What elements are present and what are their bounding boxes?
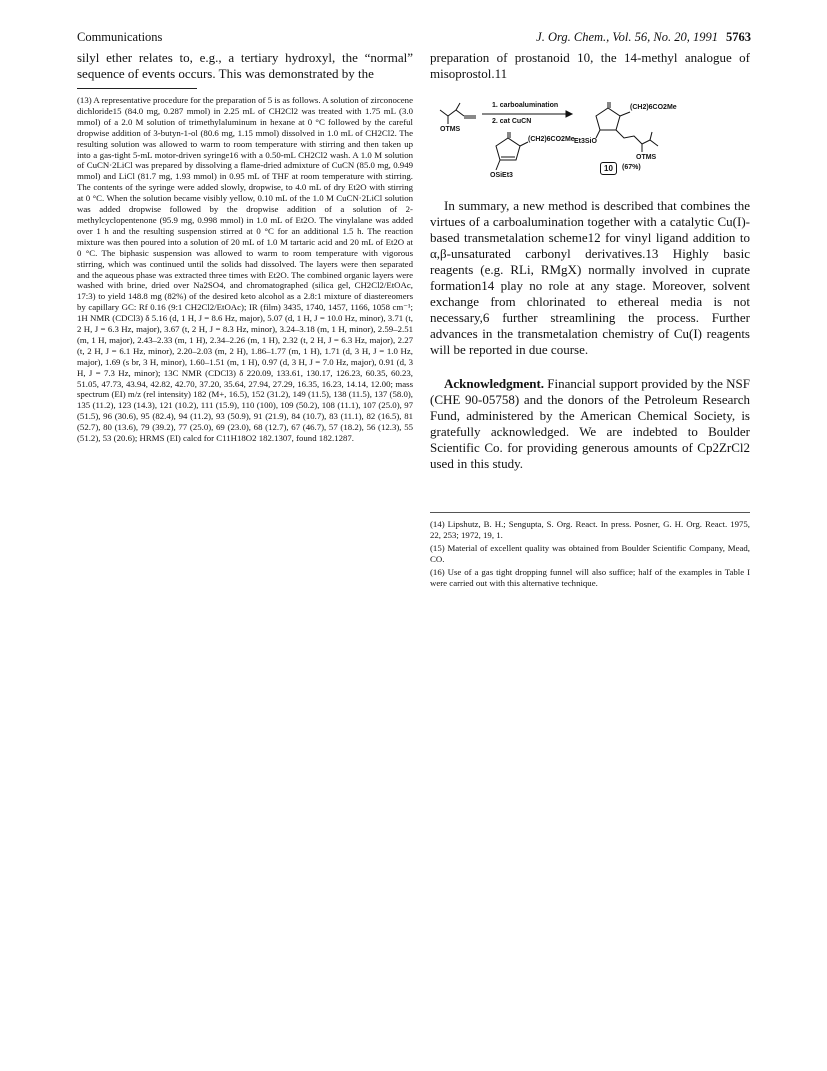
right-column xyxy=(430,50,750,588)
reaction-scheme xyxy=(430,90,750,186)
summary-paragraph: In summary, a new method is described that combines the virtues of a carboalumination together with a catalytic Cu(I)-based transmetalation scheme12 for vinyl ligand addition to α,β-unsaturated carbonyl derivatives.13 Highly basic reagents (e.g. RLi, RMgX) normally involved in cuprate formation14 play no role at any stage. Moreover, solvent exchange from chlorinated to ethereal media is not necessary,6 further streamlining the process. Further advances in the transmetalation chemistry of Cu(I) reagents will be reported in due course. xyxy=(430,198,750,357)
scheme-label-reagent-chain: (CH2)6CO2Me xyxy=(528,136,575,143)
scheme-step-2: 2. cat CuCN xyxy=(492,118,532,125)
scheme-label-otms-left: OTMS xyxy=(440,126,461,133)
scheme-label-product-chain: (CH2)6CO2Me xyxy=(630,104,677,111)
page-number: 5763 xyxy=(726,30,751,44)
footnote-15: (15) Material of excellent quality was obtained from Boulder Scientific Company, Mead, CO. xyxy=(430,542,750,564)
right-footnote-divider xyxy=(430,512,750,513)
running-head-section: Communications xyxy=(77,30,163,44)
right-intro-paragraph: preparation of prostanoid 10, the 14-methyl analogue of misoprostol.11 xyxy=(430,50,750,81)
compound-number-box: 10 xyxy=(600,162,617,175)
acknowledgment-heading: Acknowledgment. xyxy=(444,376,545,391)
scheme-yield: (67%) xyxy=(622,164,641,171)
footnote-13: (13) A representative procedure for the preparation of 5 is as follows. A solution of zirconocene dichloride15 (84.0 mg, 0.287 mmol) in 2.25 mL of CH2Cl2 was treated with 1.75 mL (3.0 mmol) of a 2.0 M solution of trimethylaluminum in hexane at 0 °C followed by the careful dropwise addition of 3-butyn-1-ol (80.6 mg, 1.15 mmol) dissolved in 1.0 mL of CH2Cl2. The resulting solution was allowed to warm to room temperature with stirring and then taken up into a gas-tight 5-mL motor-driven syringe16 with a 0.50-mL CH2Cl2 wash. A 1.0 M solution of CuCN·2LiCl was prepared by dissolving a flame-dried admixture of CuCN (85.0 mg, 0.949 mmol) and LiCl (81.7 mg, 1.93 mmol) in 0.95 mL of THF at room temperature with stirring. The contents of the syringe were added slowly, dropwise, to 4.0 mL of dry Et2O with stirring at 0 °C. When the solution became visibly yellow, 0.10 mL of the 1.0 M CuCN·2LiCl solution was added dropwise followed by the dropwise addition of a solution of 2-methylcyclopentenone (95.9 mg, 0.998 mmol) in 1.0 mL of Et2O. The vinylalane was added over 1 h and the resulting suspension stirred at 0 °C for an additional 1.5 h. The reaction mixture was then poured into a solution of 20 mL of 1.0 M tartaric acid and 20 mL of Et2O at 0 °C. The biphasic suspension was allowed to warm to room temperature with vigorous stirring, which was continued until the solids had dissolved. The layers were then separated and the aqueous phase was extracted three times with Et2O. The combined organic layers were washed with brine, dried over Na2SO4, and chromatographed (silica gel, CH2Cl2/EtOAc, 17:3) to yield 148.8 mg (82%) of the desired keto alcohol as a 2.8:1 mixture of diastereomers by capillary GC: Rf 0.16 (9:1 CH2Cl2/EtOAc); IR (film) 3435, 1740, 1457, 1166, 1058 cm⁻¹; 1H NMR (CDCl3) δ 5.16 (d, 1 H, J = 8.6 Hz, major), 5.07 (d, 1 H, J = 10.0 Hz, minor), 3.71 (t, 2 H, J = 6.3 Hz, major), 3.67 (t, 2 H, J = 8.3 Hz, minor), 3.24–3.18 (m, 1 H, minor), 2.59–2.51 (m, 1 H, major), 2.43–2.33 (m, 1 H), 2.34–2.26 (m, 1 H), 2.32 (t, 2 H, J = 6.3 Hz, major), 2.27 (t, 2 H, J = 6.1 Hz, minor), 2.20–2.03 (m, 2 H), 1.86–1.77 (m, 1 H), 1.71 (d, 3 H, J = 1.0 Hz, major), 1.69 (s br, 3 H, minor), 1.60–1.51 (m, 1 H), 0.97 (d, 3 H, J = 7.0 Hz, major), 0.91 (d, 3 H, J = 7.3 Hz, minor); 13C NMR (CDCl3) δ 220.09, 133.61, 130.17, 126.23, 60.35, 60.23, 51.05, 47.73, 43.94, 42.82, 42.70, 37.20, 35.64, 27.94, 27.29, 16.35, 16.23, 14.14, 12.00; mass spectrum (EI) m/z (rel intensity) 182 (M+, 16.5), 152 (31.2), 149 (11.5), 138 (11.5), 137 (58.0), 135 (11.2), 123 (14.3), 121 (10.2), 111 (15.9), 110 (100), 109 (50.2), 108 (11.1), 107 (25.0), 97 (51.5), 96 (30.6), 95 (82.4), 94 (11.2), 93 (50.9), 91 (21.9), 84 (10.7), 83 (11.1), 82 (16.5), 81 (52.7), 80 (13.6), 79 (39.2), 77 (25.0), 69 (23.0), 68 (12.7), 67 (46.7), 57 (18.2), 56 (12.3), 55 (51.2), 53 (20.6); HRMS (EI) calcd for C11H18O2 182.1307, found 182.1287. xyxy=(77,95,413,444)
left-intro-paragraph: silyl ether relates to, e.g., a tertiary hydroxyl, the “normal” sequence of events occurs. This was demonstrated by the xyxy=(77,50,413,81)
scheme-label-otms-right: OTMS xyxy=(636,154,657,161)
journal-citation: J. Org. Chem., Vol. 56, No. 20, 1991 xyxy=(536,30,718,44)
right-footnotes xyxy=(430,512,750,588)
footnote-14: (14) Lipshutz, B. H.; Sengupta, S. Org. React. In press. Posner, G. H. Org. React. 1975, 22, 253; 1972, 19, 1. xyxy=(430,519,750,540)
footnote-16: (16) Use of a gas tight dropping funnel will also suffice; half of the examples in Table I were carried out with this alternative technique. xyxy=(430,566,750,588)
acknowledgment-paragraph xyxy=(430,376,750,472)
scheme-label-et3sio: Et3SiO xyxy=(574,138,597,145)
left-column xyxy=(77,50,413,444)
scheme-label-osiet3: OSiEt3 xyxy=(490,172,513,179)
running-head-journal xyxy=(536,30,751,45)
acknowledgment-body: Financial support provided by the NSF (CHE 90-05758) and the donors of the Petroleum Research Fund, administered by the American Chemical Society, is gratefully acknowledged. We are indebted to Boulder Scientific Co. for providing generous amounts of Cp2ZrCl2 used in this study. xyxy=(430,376,750,471)
footnote-divider xyxy=(77,88,197,89)
scheme-step-1: 1. carboalumination xyxy=(492,102,559,109)
